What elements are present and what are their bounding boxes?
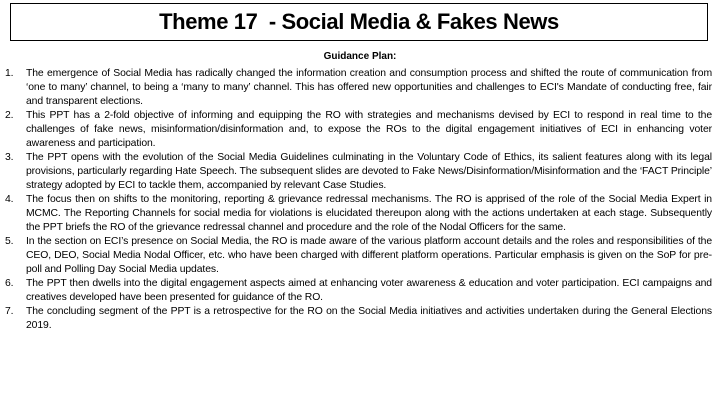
item-number: 7. — [5, 306, 14, 317]
slide-title: Theme 17 - Social Media & Fakes News — [159, 9, 559, 34]
list-item — [0, 151, 712, 193]
list-item — [0, 193, 712, 235]
item-number: 3. — [5, 152, 14, 163]
item-text: The emergence of Social Media has radically changed the information creation and consumption process and shifted the route of communication from ‘one to many’ channel, to being a ‘many to many’ channel. This has offered new opportunities and challenges to ECI's Mandate of conducting free, fair and transparent elections. — [26, 68, 712, 107]
item-text: This PPT has a 2-fold objective of informing and equipping the RO with strategies and mechanisms devised by ECI to respond in real time to the challenges of fake news, misinformation/disinformation and, to expose the ROs to the digital engagement initiatives of ECI in enhancing voter awareness and participation. — [26, 110, 712, 149]
item-number: 6. — [5, 278, 14, 289]
list-item — [0, 109, 712, 151]
slide-title-box — [10, 3, 708, 41]
item-number: 2. — [5, 110, 14, 121]
item-text: In the section on ECI’s presence on Social Media, the RO is made aware of the various platform account details and the roles and responsibilities of the CEO, DEO, Social Media Nodal Officer, etc. who have been charged with different platform operations. Particular emphasis is given on the SoP for pre-poll and Polling Day Social Media updates. — [26, 236, 712, 275]
item-number: 5. — [5, 236, 14, 247]
item-text: The PPT then dwells into the digital engagement aspects aimed at enhancing voter awareness & education and voter participation. ECI campaigns and creatives developed have been presented for guidance of the RO. — [26, 278, 712, 303]
item-text: The PPT opens with the evolution of the Social Media Guidelines culminating in the Voluntary Code of Ethics, its salient features along with its legal provisions, particularly regarding Hate Speech. The subsequent slides are devoted to Fake News/Disinformation/Misinformation and the ‘FACT Principle’ strategy adopted by ECI to tackle them, accompanied by relevant Case Studies. — [26, 152, 712, 191]
item-text: The focus then on shifts to the monitoring, reporting & grievance redressal mechanisms. The RO is apprised of the role of the Social Media Expert in MCMC. The Reporting Channels for social media for violations is elucidated thereupon along with the actions undertaken at each stage. Subsequently the PPT briefs the RO of the grievance redressal channel and procedure and the role of the Nodal Officers for the same. — [26, 194, 712, 233]
list-item — [0, 277, 712, 305]
item-number: 4. — [5, 194, 14, 205]
guidance-plan-heading: Guidance Plan: — [323, 51, 397, 62]
item-number: 1. — [5, 68, 14, 79]
guidance-plan-list — [0, 67, 712, 333]
item-text: The concluding segment of the PPT is a retrospective for the RO on the Social Media initiatives and activities undertaken during the General Elections 2019. — [26, 306, 712, 331]
list-item — [0, 67, 712, 109]
list-item — [0, 235, 712, 277]
list-item — [0, 305, 712, 333]
